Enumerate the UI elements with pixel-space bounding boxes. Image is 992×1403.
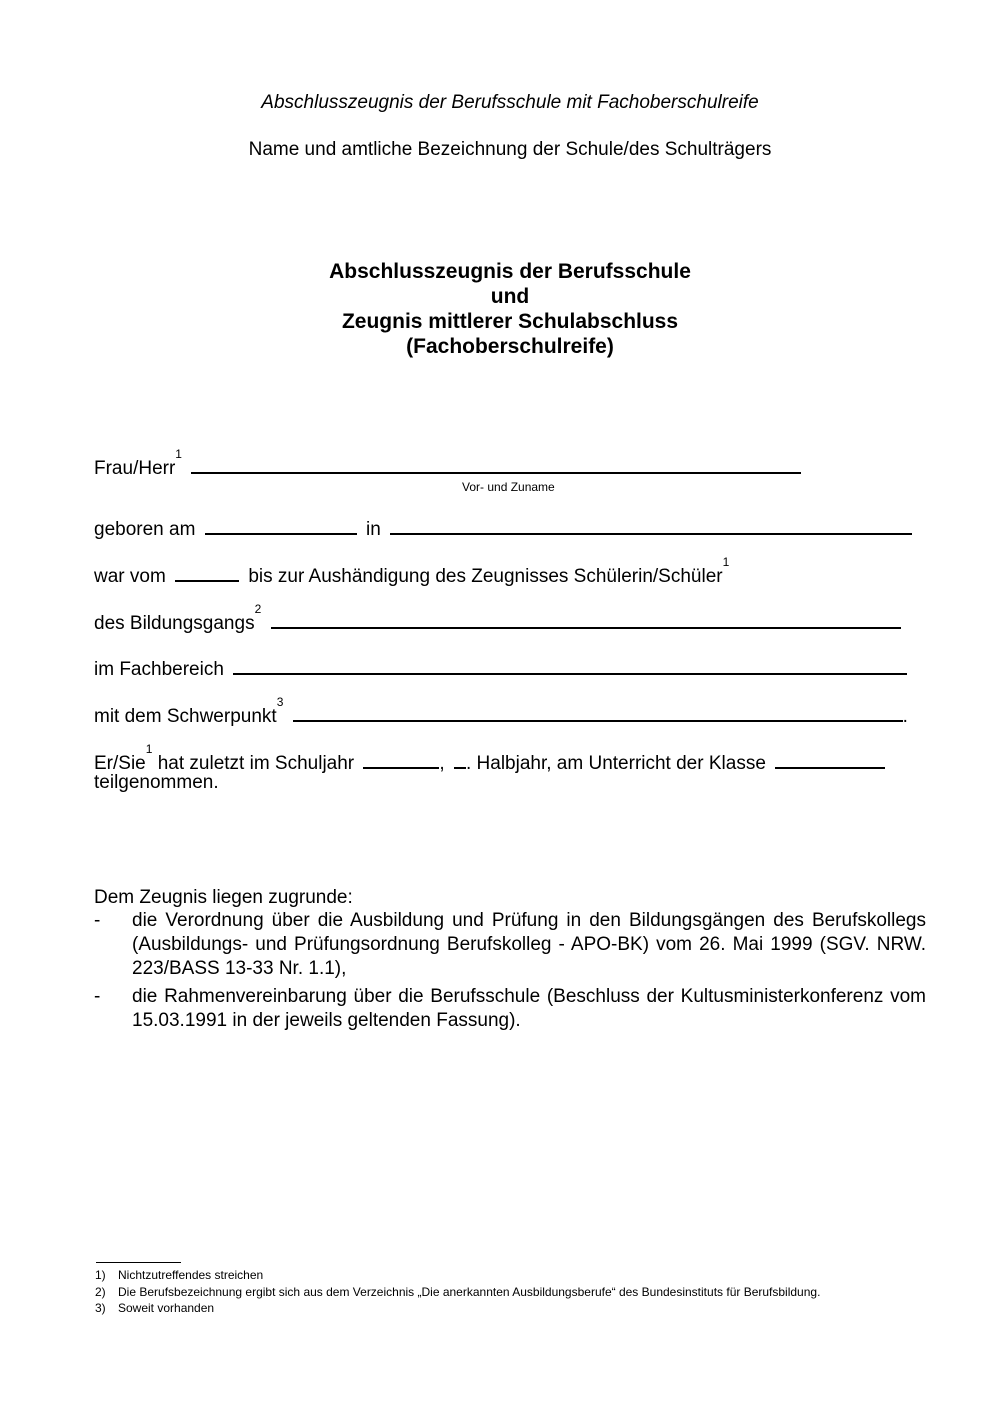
school-year-field[interactable] <box>363 751 439 769</box>
title-line-4: (Fachoberschulreife) <box>406 335 614 358</box>
basis-item <box>94 909 926 981</box>
course-label: des Bildungsgangs <box>94 613 255 634</box>
footnote-ref: 1 <box>722 555 730 569</box>
title-line-3: Zeugnis mittlerer Schulabschluss <box>341 310 679 333</box>
title-line-1: Abschlusszeugnis der Berufsschule <box>329 260 691 283</box>
name-field[interactable] <box>191 456 801 474</box>
bullet-dash: - <box>94 986 101 1007</box>
focus-row <box>94 695 908 728</box>
basis-item <box>94 985 926 1033</box>
footnote-number: 2) <box>95 1284 106 1299</box>
last-text-2: , <box>439 753 445 774</box>
name-row <box>94 447 805 480</box>
birth-row <box>94 517 916 541</box>
attendance-row <box>94 555 730 588</box>
class-field[interactable] <box>775 751 885 769</box>
footnote <box>95 1267 820 1284</box>
from-date-field[interactable] <box>175 564 239 582</box>
footnote-ref: 1 <box>175 447 182 461</box>
footnote <box>95 1300 820 1317</box>
until-label: bis zur Aushändigung des Zeugnisses Schülerin/Schüler <box>248 566 723 587</box>
footnote-separator <box>96 1262 181 1263</box>
field-label: im Fachbereich <box>94 659 224 680</box>
last-label: Er/Sie <box>94 753 146 774</box>
department-field[interactable] <box>233 657 907 675</box>
basis-item-text: die Verordnung über die Ausbildung und Prüfung in den Bildungsgängen des Berufskollegs (Ausbildungs- und Prüfungsordnung Berufskolleg - APO-BK) vom 26. Mai 1999 (SGV. NRW. 223/BASS 13-33 Nr. 1.1), <box>132 910 926 979</box>
focus-field[interactable] <box>293 704 903 722</box>
field-row <box>94 657 911 681</box>
footnote-number: 3) <box>95 1301 106 1315</box>
document-title <box>0 259 992 359</box>
born-label: geboren am <box>94 519 196 540</box>
footnote-ref: 3 <box>276 695 284 709</box>
focus-end: . <box>902 706 908 727</box>
birth-place-field[interactable] <box>390 517 912 535</box>
basis-item-text: die Rahmenvereinbarung über die Berufsschule (Beschluss der Kultusministerkonferenz vom 15.03.1991 in der jeweils geltenden Fassung). <box>132 986 926 1031</box>
footnote-text: Soweit vorhanden <box>118 1301 215 1315</box>
footnote-text: Die Berufsbezeichnung ergibt sich aus dem Verzeichnis „Die anerkannten Ausbildungsberufe“ des Bundesinstituts für Berufsbildung. <box>118 1284 821 1299</box>
last-text-1: hat zuletzt im Schuljahr <box>157 753 355 774</box>
name-label: Frau/Herr <box>94 458 176 479</box>
from-label: war vom <box>94 566 166 587</box>
in-label: in <box>365 519 381 540</box>
footnote-ref: 2 <box>254 602 262 616</box>
footnote-number: 1) <box>95 1268 106 1282</box>
bullet-dash: - <box>94 910 101 931</box>
focus-label: mit dem Schwerpunkt <box>94 706 277 727</box>
school-name-line: Name und amtliche Bezeichnung der Schule/des Schulträgers <box>248 139 772 160</box>
footnote-ref: 1 <box>145 742 153 756</box>
name-caption: Vor- und Zuname <box>462 480 555 494</box>
last-text-3: . Halbjahr, am Unterricht der Klasse <box>465 753 766 774</box>
course-field[interactable] <box>271 611 901 629</box>
legal-basis <box>94 887 926 1033</box>
document-type-heading: Abschlusszeugnis der Berufsschule mit Fachoberschulreife <box>261 92 759 113</box>
course-row <box>94 602 905 635</box>
half-year-field[interactable] <box>454 751 466 769</box>
title-line-2: und <box>490 285 530 308</box>
footnote-text: Nichtzutreffendes streichen <box>118 1268 264 1282</box>
footnotes <box>95 1267 820 1317</box>
basis-intro: Dem Zeugnis liegen zugrunde: <box>94 887 353 908</box>
birth-date-field[interactable] <box>205 517 357 535</box>
last-text-4: teilgenommen. <box>94 772 219 793</box>
footnote <box>95 1284 820 1301</box>
